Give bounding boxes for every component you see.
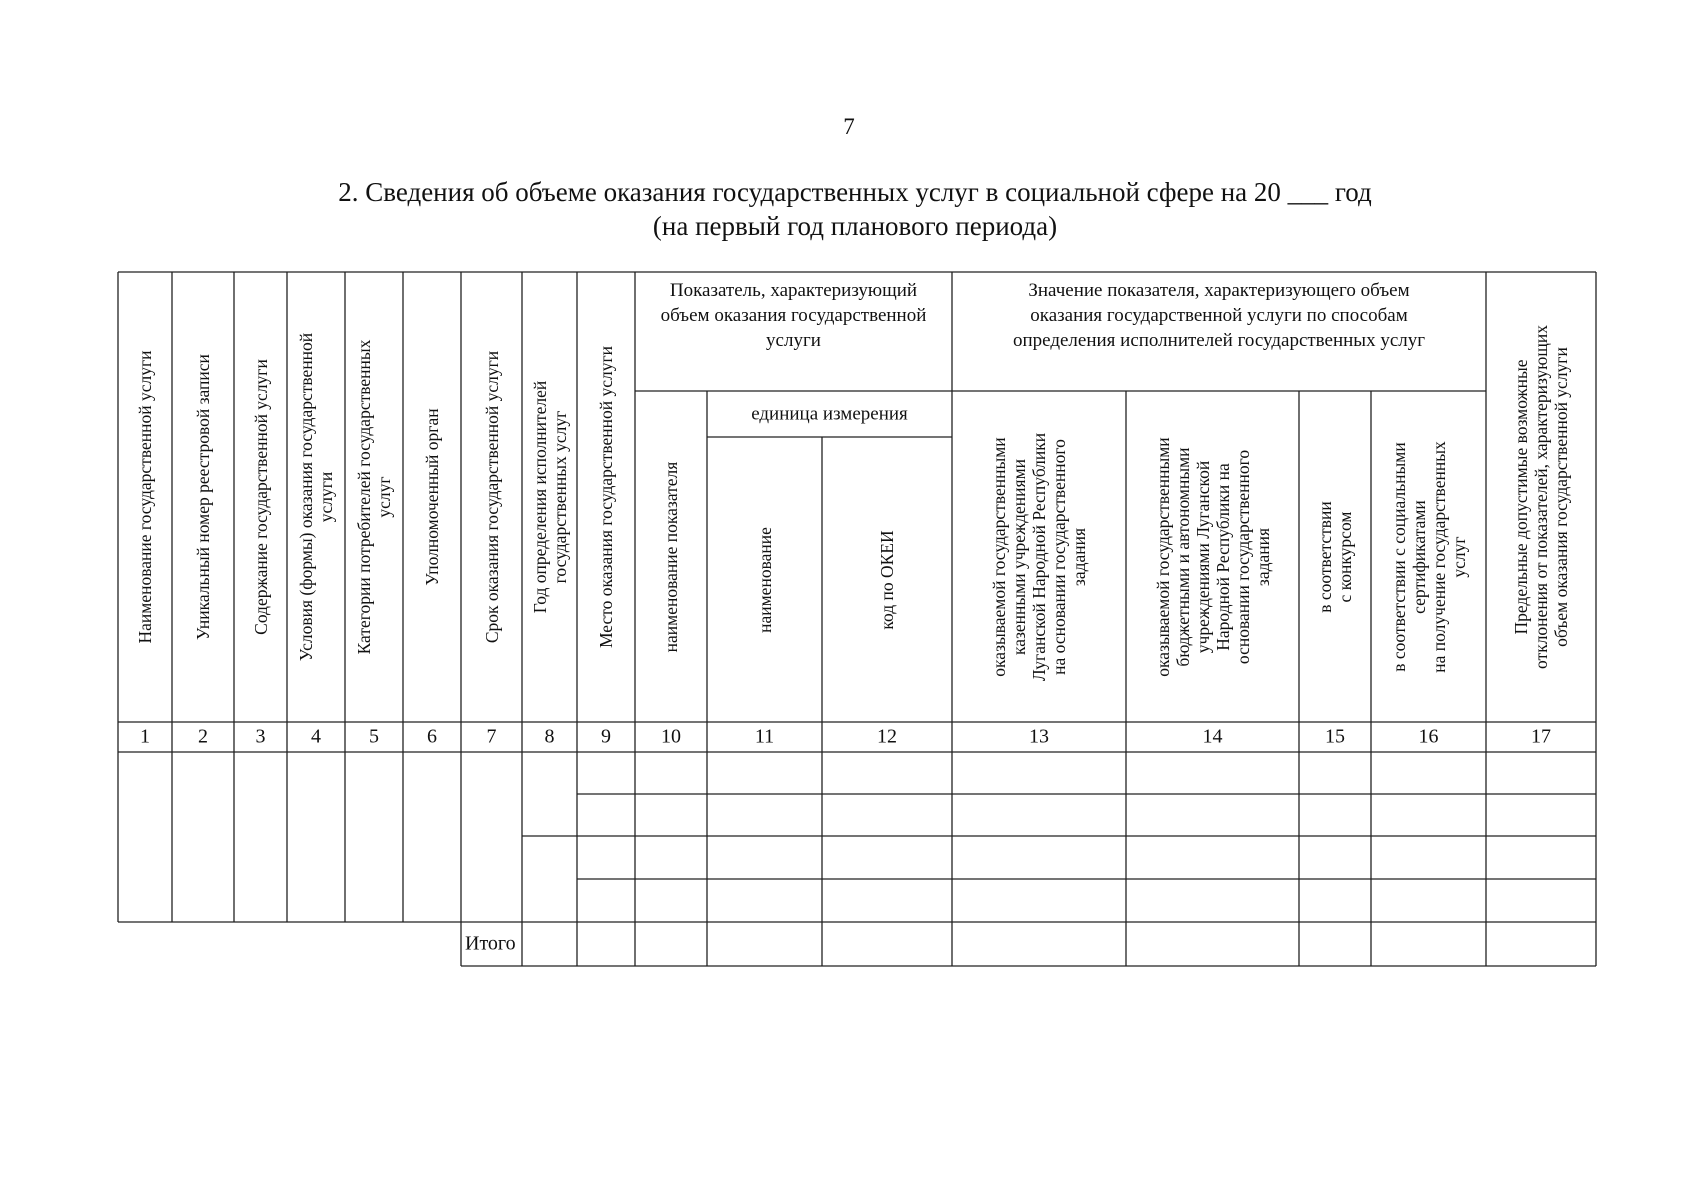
column-header-label: Условия (формы) оказания государственной услуги [296,332,336,662]
column-header-label: Уполномоченный орган [422,408,442,586]
section-title: 2. Сведения об объеме оказания государственных услуг в социальной сфере на 20 ___ год [338,177,1372,207]
column-number: 7 [486,725,497,748]
column-number: 1 [140,725,150,748]
column-header-label: Год определения исполнителей государственных услуг [529,380,570,614]
group-header-indicator-label: Показатель, характеризующий объем оказания государственной услуги [660,280,927,351]
total-row-label: Итого [465,932,516,955]
column-number: 11 [754,725,775,748]
column-number: 8 [544,725,555,748]
column-number: 9 [601,725,611,748]
column-number: 5 [369,725,379,748]
column-header-label: в соответствии с социальными сертификатами на получение государственных услуг [1388,440,1469,673]
column-header-label: Предельные допустимые возможные отклонения от показателей, характеризующих объем оказания государственной услуги [1511,325,1571,669]
column-header-label: Категории потребителей государственных услуг [354,339,394,655]
column-number: 16 [1418,725,1439,748]
column-header-label: Содержание государственной услуги [250,359,271,635]
column-number: 4 [311,725,321,748]
column-header-label: оказываемой государственными казенными учреждениями Луганской Народной Республики на основании государственного задания [989,432,1089,681]
column-header-label: Место оказания государственной услуги [596,345,616,649]
column-header-label: в соответствии с конкурсом [1315,500,1355,613]
section-subtitle: (на первый год планового периода) [652,211,1058,241]
column-number: 12 [877,725,897,748]
column-header-label: наименование [754,526,775,633]
column-header-label: Уникальный номер реестровой записи [193,354,213,640]
column-header-label: Срок оказания государственной услуги [481,350,502,644]
column-number: 15 [1325,725,1345,748]
column-header-label: код по ОКЕИ [877,529,897,630]
column-number: 14 [1202,725,1223,748]
column-number: 17 [1531,725,1551,748]
column-number: 2 [198,725,208,748]
column-number: 10 [661,725,681,748]
group-header-unit-label: единица измерения [751,403,908,425]
column-header-label: оказываемой государственными бюджетными и автономными учреждениями Луганской Народной Республики на основании государственного задания [1152,436,1273,677]
column-number: 13 [1029,725,1049,748]
page-number: 7 [843,114,855,139]
group-header-value-label: Значение показателя, характеризующего объем оказания государственной услуги по способам определения исполнителей государственных услуг [1012,280,1426,351]
column-number: 6 [427,725,437,748]
column-header-label: наименование показателя [661,461,681,652]
column-header-label: Наименование государственной услуги [135,350,155,644]
column-number: 3 [255,725,266,748]
